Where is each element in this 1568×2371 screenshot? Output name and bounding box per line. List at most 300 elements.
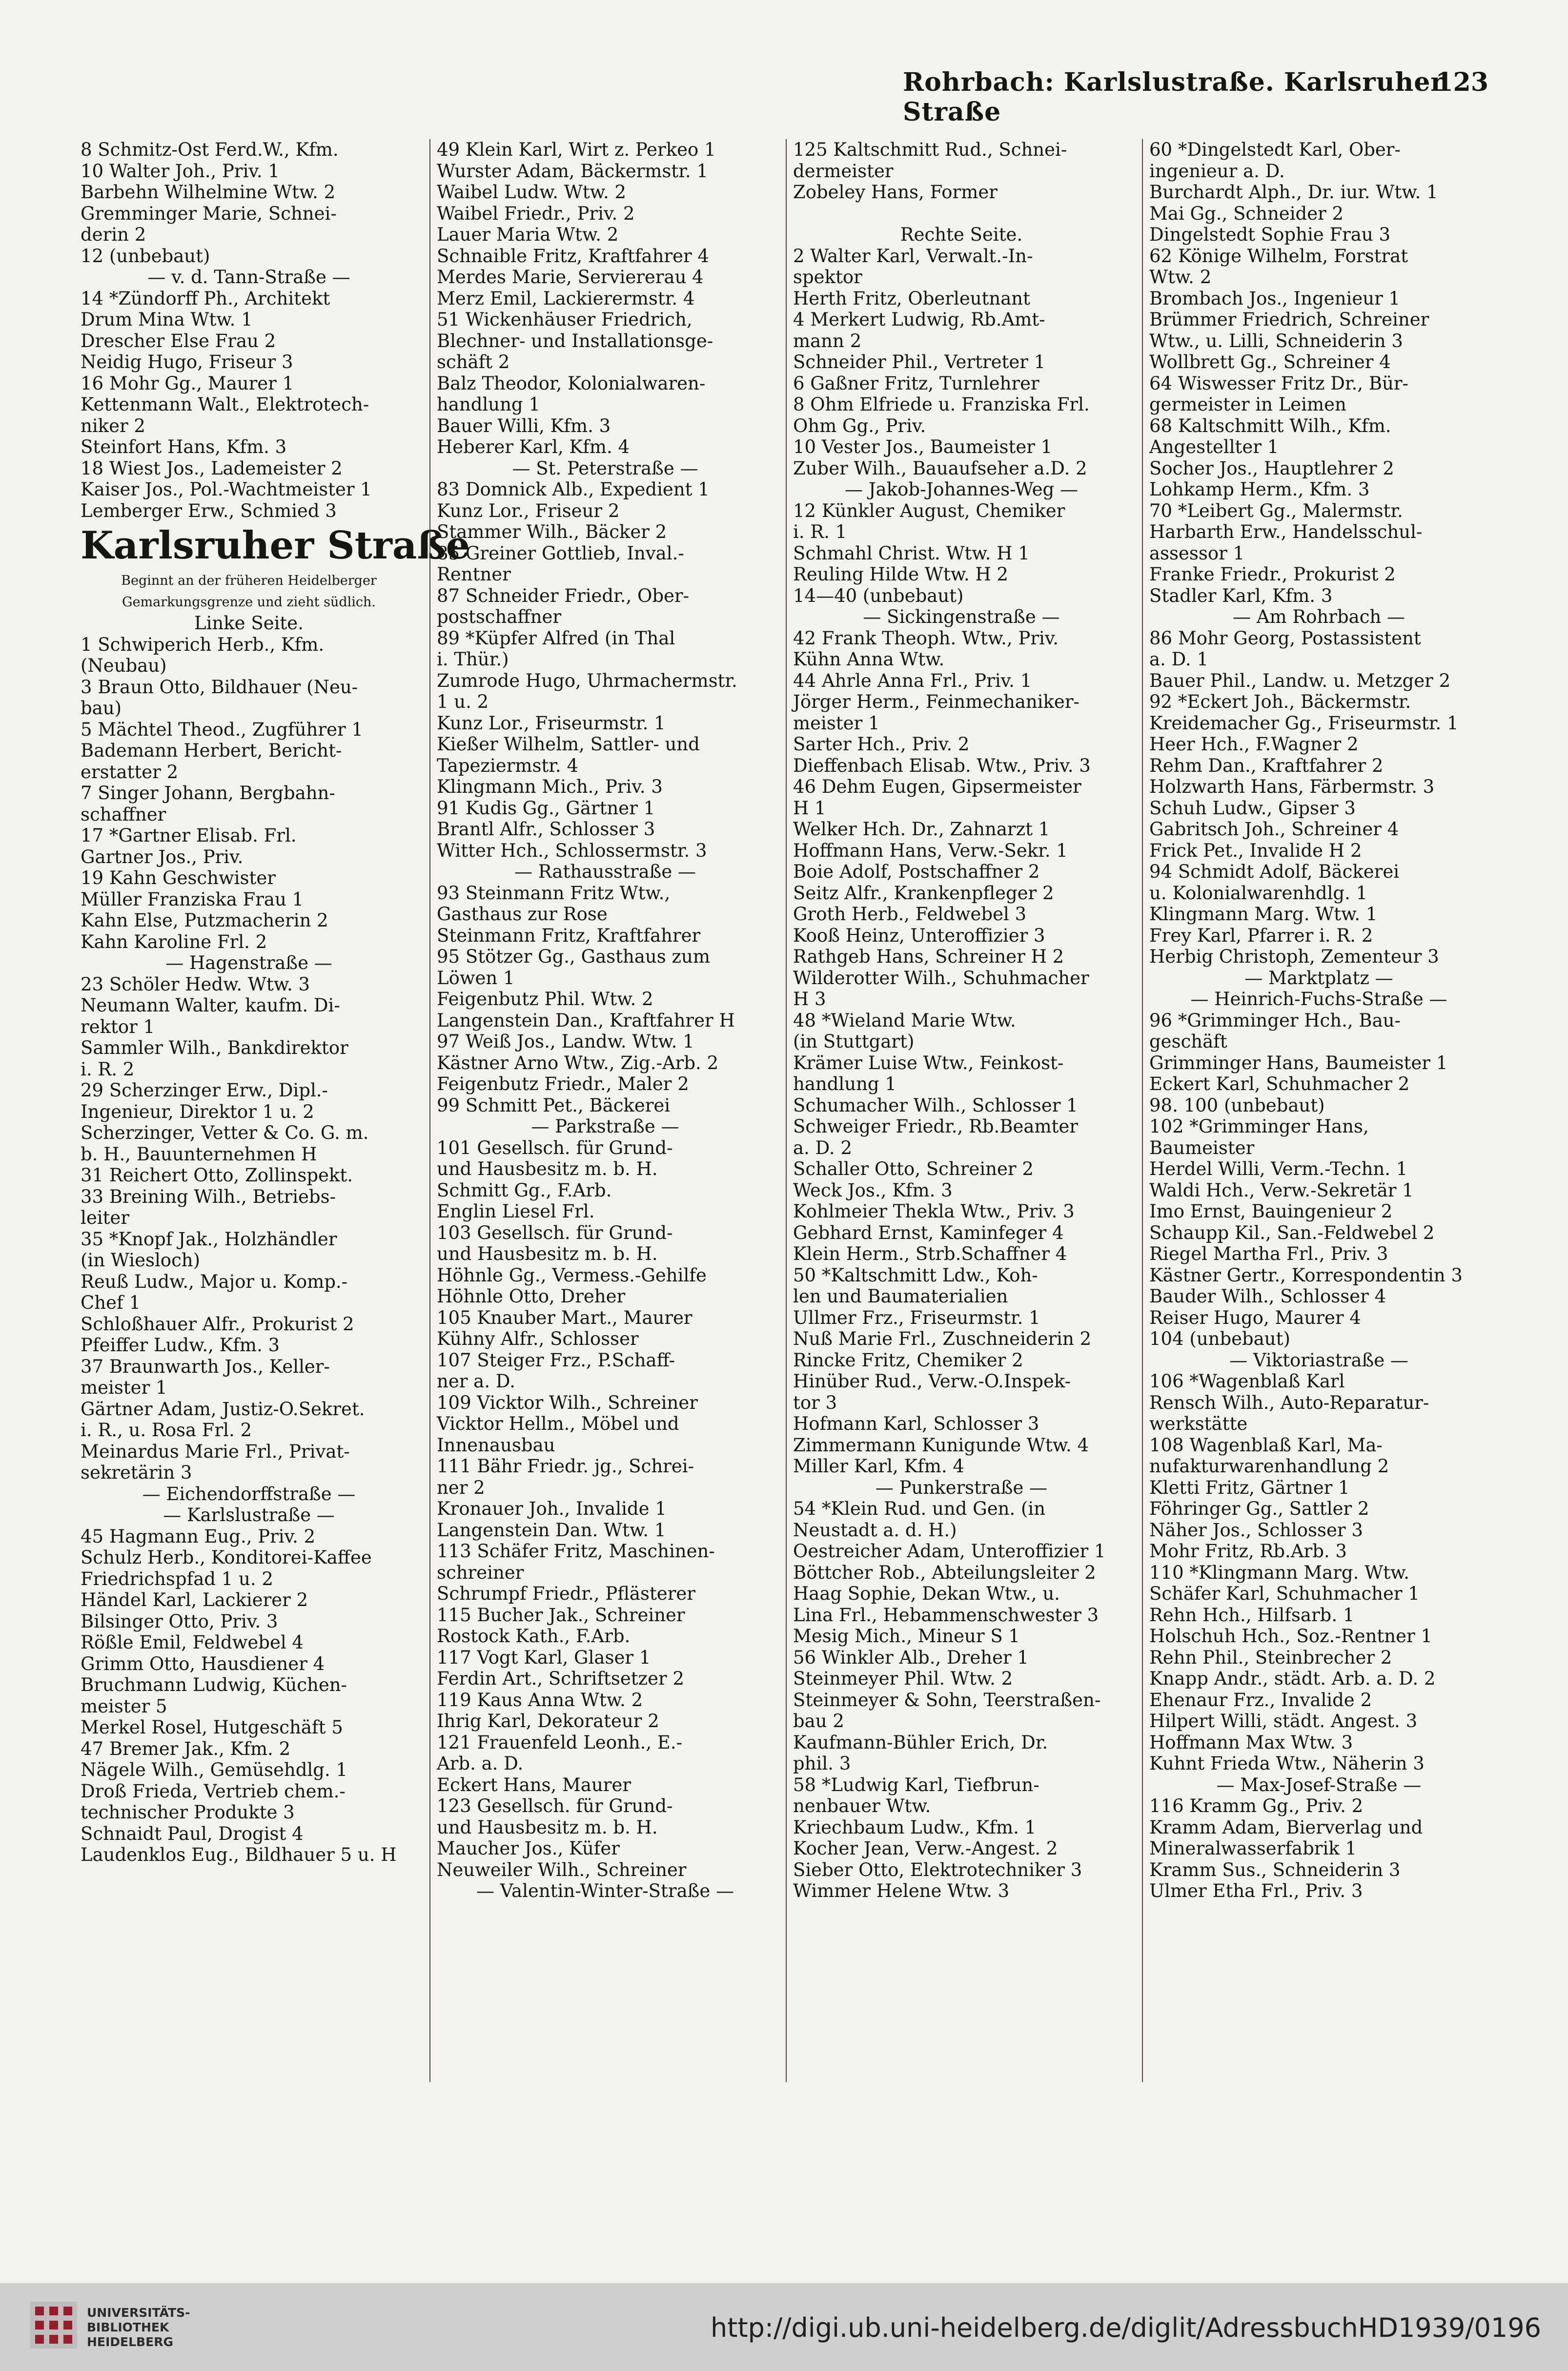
directory-line: Innenausbau	[437, 1434, 555, 1456]
directory-line: — Rathausstraße —	[514, 861, 696, 882]
directory-line: Kooß Heinz, Unteroffizier 3	[793, 925, 1045, 946]
directory-line: Ingenieur, Direktor 1 u. 2	[81, 1101, 314, 1122]
directory-line: 117 Vogt Karl, Glaser 1	[437, 1647, 651, 1668]
directory-line: Wtw. 2	[1149, 267, 1212, 288]
directory-line: 23 Schöler Hedw. Wtw. 3	[81, 973, 310, 995]
directory-line: Maucher Jos., Küfer	[437, 1838, 620, 1859]
directory-line: 6 Gaßner Fritz, Turnlehrer	[793, 372, 1039, 394]
directory-line: H 3	[793, 989, 826, 1010]
directory-line: Blechner- und Installationsge-	[437, 330, 713, 351]
directory-line: Kahn Else, Putzmacherin 2	[81, 910, 328, 931]
directory-line: phil. 3	[793, 1753, 851, 1774]
directory-line: Kriechbaum Ludw., Kfm. 1	[793, 1816, 1037, 1838]
directory-line: Steinfort Hans, Kfm. 3	[81, 436, 287, 457]
directory-line: Müller Franziska Frau 1	[81, 888, 304, 910]
directory-line: 8 Ohm Elfriede u. Franziska Frl.	[793, 394, 1090, 415]
directory-line: Böttcher Rob., Abteilungsleiter 2	[793, 1562, 1096, 1583]
directory-line: — Viktoriastraße —	[1229, 1349, 1408, 1371]
directory-line: bau)	[81, 698, 122, 719]
directory-line: Ohm Gg., Priv.	[793, 415, 926, 436]
directory-line: Lemberger Erw., Schmied 3	[81, 500, 337, 521]
directory-line: Schmahl Christ. Wtw. H 1	[793, 542, 1030, 564]
directory-line: 7 Singer Johann, Bergbahn-	[81, 783, 335, 804]
directory-line: Miller Karl, Kfm. 4	[793, 1456, 964, 1477]
directory-line: Mohr Fritz, Rb.Arb. 3	[1149, 1541, 1347, 1562]
directory-line: Schaupp Kil., San.-Feldwebel 2	[1149, 1222, 1435, 1243]
directory-line: a. D. 2	[793, 1137, 852, 1158]
directory-line: 49 Klein Karl, Wirt z. Perkeo 1	[437, 139, 716, 160]
directory-line: Arb. a. D.	[437, 1753, 524, 1774]
directory-line: Balz Theodor, Kolonialwaren-	[437, 372, 706, 394]
directory-line: niker 2	[81, 415, 145, 436]
directory-line: 70 *Leibert Gg., Malermstr.	[1149, 500, 1403, 521]
directory-line: Hinüber Rud., Verw.-O.Inspek-	[793, 1371, 1071, 1392]
directory-line: Tapeziermstr. 4	[437, 755, 578, 776]
directory-line: Klingmann Mich., Priv. 3	[437, 776, 663, 797]
directory-line: Frey Karl, Pfarrer i. R. 2	[1149, 925, 1373, 946]
directory-line: 113 Schäfer Fritz, Maschinen-	[437, 1541, 715, 1562]
directory-line: — Hagenstraße —	[165, 952, 332, 973]
directory-line: Bauer Phil., Landw. u. Metzger 2	[1149, 670, 1451, 691]
directory-line: Kettenmann Walt., Elektrotech-	[81, 394, 369, 415]
directory-line: Meinardus Marie Frl., Privat-	[81, 1441, 350, 1462]
column-divider	[1142, 139, 1143, 2082]
directory-line: Wollbrett Gg., Schreiner 4	[1149, 351, 1391, 372]
directory-line: Schnaidt Paul, Drogist 4	[81, 1823, 304, 1844]
directory-line: Klingmann Marg. Wtw. 1	[1149, 904, 1378, 925]
directory-line: Hoffmann Max Wtw. 3	[1149, 1732, 1353, 1753]
directory-line: 50 *Kaltschmitt Ldw., Koh-	[793, 1264, 1038, 1286]
directory-line: mann 2	[793, 330, 862, 351]
directory-line: werkstätte	[1149, 1413, 1248, 1434]
directory-line: Hilpert Willi, städt. Angest. 3	[1149, 1711, 1418, 1732]
directory-line: Nägele Wilh., Gemüsehdlg. 1	[81, 1759, 348, 1780]
directory-line: i. Thür.)	[437, 649, 509, 670]
directory-line: Frick Pet., Invalide H 2	[1149, 840, 1362, 861]
directory-line: bau 2	[793, 1711, 844, 1732]
directory-line: 5 Mächtel Theod., Zugführer 1	[81, 719, 363, 740]
directory-line: 86 Mohr Georg, Postassistent	[1149, 627, 1421, 649]
directory-line: Merdes Marie, Serviererau 4	[437, 267, 704, 288]
directory-line: Feigenbutz Friedr., Maler 2	[437, 1073, 689, 1094]
directory-line: handlung 1	[793, 1073, 896, 1094]
directory-line: Baumeister	[1149, 1137, 1255, 1158]
directory-line: Chef 1	[81, 1292, 141, 1313]
directory-line: Feigenbutz Phil. Wtw. 2	[437, 989, 653, 1010]
directory-line: — Sickingenstraße —	[863, 606, 1060, 627]
directory-line: Schulz Herb., Konditorei-Kaffee	[81, 1547, 372, 1568]
directory-line: — Valentin-Winter-Straße —	[476, 1880, 734, 1901]
directory-line: — Karlslustraße —	[163, 1505, 335, 1526]
directory-line: Rensch Wilh., Auto-Reparatur-	[1149, 1392, 1429, 1413]
directory-line: Steinmann Fritz, Kraftfahrer	[437, 925, 701, 946]
directory-line: 4 Merkert Ludwig, Rb.Amt-	[793, 309, 1045, 330]
directory-line: 68 Kaltschmitt Wilh., Kfm.	[1149, 415, 1391, 436]
directory-line: ingenieur a. D.	[1149, 160, 1285, 182]
directory-line: Brümmer Friedrich, Schreiner	[1149, 309, 1429, 330]
directory-line: Neustadt a. d. H.)	[793, 1519, 957, 1541]
directory-line: Reiser Hugo, Maurer 4	[1149, 1307, 1361, 1328]
directory-line: (in Stuttgart)	[793, 1031, 915, 1052]
directory-line: 56 Winkler Alb., Dreher 1	[793, 1647, 1029, 1668]
directory-line: Droß Frieda, Vertrieb chem.-	[81, 1780, 346, 1802]
directory-line: 51 Wickenhäuser Friedrich,	[437, 309, 692, 330]
directory-line: postschaffner	[437, 606, 562, 627]
directory-line: Wilderotter Wilh., Schuhmacher	[793, 967, 1089, 989]
directory-line: Sarter Hch., Priv. 2	[793, 734, 970, 755]
directory-line: i. R. 1	[793, 521, 847, 542]
directory-line: 95 Stötzer Gg., Gasthaus zum	[437, 946, 710, 967]
institution-line: UNIVERSITÄTS-	[87, 2306, 190, 2320]
directory-line: 102 *Grimminger Hans,	[1149, 1116, 1369, 1137]
directory-line: 96 *Grimminger Hch., Bau-	[1149, 1010, 1401, 1031]
directory-line: Nuß Marie Frl., Zuschneiderin 2	[793, 1328, 1092, 1349]
directory-line: meister 1	[81, 1377, 167, 1398]
directory-line: Zumrode Hugo, Uhrmachermstr.	[437, 670, 737, 691]
directory-line: Mesig Mich., Mineur S 1	[793, 1626, 1020, 1647]
directory-line: germeister in Leimen	[1149, 394, 1346, 415]
directory-line: — Am Rohrbach —	[1232, 606, 1405, 627]
directory-line: Gebhard Ernst, Kaminfeger 4	[793, 1222, 1064, 1243]
directory-line: 83 Domnick Alb., Expedient 1	[437, 479, 710, 500]
institution-line: HEIDELBERG	[87, 2335, 173, 2349]
directory-line: 17 *Gartner Elisab. Frl.	[81, 825, 297, 846]
directory-line: Stammer Wilh., Bäcker 2	[437, 521, 667, 542]
directory-line: Drum Mina Wtw. 1	[81, 309, 253, 330]
directory-line: Zimmermann Kunigunde Wtw. 4	[793, 1434, 1089, 1456]
directory-line: — Marktplatz —	[1244, 967, 1393, 989]
directory-line: meister 1	[793, 712, 880, 734]
directory-line: Lauer Maria Wtw. 2	[437, 224, 619, 245]
directory-line: Merz Emil, Lackierermstr. 4	[437, 288, 695, 309]
directory-line: Sammler Wilh., Bankdirektor	[81, 1037, 348, 1058]
directory-line: 91 Kudis Gg., Gärtner 1	[437, 797, 655, 819]
directory-line: 45 Hagmann Eug., Priv. 2	[81, 1526, 316, 1547]
directory-line: 98. 100 (unbebaut)	[1149, 1094, 1325, 1116]
footer-bar	[0, 2283, 1568, 2371]
directory-line: 101 Gesellsch. für Grund-	[437, 1137, 673, 1158]
directory-line: Heer Hch., F.Wagner 2	[1149, 734, 1359, 755]
directory-line: Schneider Phil., Vertreter 1	[793, 351, 1046, 372]
directory-line: Hoffmann Hans, Verw.-Sekr. 1	[793, 840, 1068, 861]
directory-line: 44 Ahrle Anna Frl., Priv. 1	[793, 670, 1032, 691]
directory-line: 106 *Wagenblaß Karl	[1149, 1371, 1345, 1392]
directory-line: 125 Kaltschmitt Rud., Schnei-	[793, 139, 1067, 160]
directory-line: 93 Steinmann Fritz Wtw.,	[437, 882, 671, 904]
directory-line: Kocher Jean, Verw.-Angest. 2	[793, 1838, 1058, 1859]
directory-line: — Parkstraße —	[531, 1116, 679, 1137]
directory-line: 87 Schneider Friedr., Ober-	[437, 585, 690, 606]
directory-line: nufakturwarenhandlung 2	[1149, 1456, 1389, 1477]
directory-line: Seitz Alfr., Krankenpfleger 2	[793, 882, 1054, 904]
directory-line: Merkel Rosel, Hutgeschäft 5	[81, 1717, 343, 1738]
directory-line: 47 Bremer Jak., Kfm. 2	[81, 1738, 291, 1759]
directory-line: Schweiger Friedr., Rb.Beamter	[793, 1116, 1078, 1137]
directory-line: 85 Greiner Gottlieb, Inval.-	[437, 542, 684, 564]
directory-line: — Eichendorffstraße —	[142, 1483, 356, 1505]
directory-line: 121 Frauenfeld Leonh., E.-	[437, 1732, 683, 1753]
directory-line: Friedrichspfad 1 u. 2	[81, 1568, 273, 1589]
directory-line: schäft 2	[437, 351, 510, 372]
directory-line: Rathgeb Hans, Schreiner H 2	[793, 946, 1064, 967]
directory-line: (Neubau)	[81, 655, 167, 676]
directory-line: Kahn Karoline Frl. 2	[81, 931, 267, 952]
directory-line: tor 3	[793, 1392, 837, 1413]
directory-line: Rostock Kath., F.Arb.	[437, 1626, 631, 1647]
directory-line: Kronauer Joh., Invalide 1	[437, 1498, 667, 1519]
directory-line: Herth Fritz, Oberleutnant	[793, 288, 1031, 309]
directory-line: Schumacher Wilh., Schlosser 1	[793, 1094, 1078, 1116]
university-library-logo-icon	[30, 2302, 77, 2349]
directory-line: Englin Liesel Frl.	[437, 1201, 595, 1222]
directory-line: Witter Hch., Schlossermstr. 3	[437, 840, 707, 861]
directory-line: Jörger Herm., Feinmechaniker-	[793, 691, 1080, 712]
directory-line: Weck Jos., Kfm. 3	[793, 1179, 953, 1201]
directory-line: a. D. 1	[1149, 649, 1208, 670]
directory-line: Höhnle Gg., Vermess.-Gehilfe	[437, 1264, 707, 1286]
directory-line: len und Baumaterialien	[793, 1286, 1008, 1307]
directory-line: 46 Dehm Eugen, Gipsermeister	[793, 776, 1081, 797]
directory-line: 14 *Zündorff Ph., Architekt	[81, 288, 330, 309]
directory-line: Waldi Hch., Verw.-Sekretär 1	[1149, 1179, 1414, 1201]
directory-line: Herdel Willi, Verm.-Techn. 1	[1149, 1158, 1408, 1179]
directory-line: Reuß Ludw., Major u. Komp.-	[81, 1271, 348, 1292]
column-divider	[786, 139, 787, 2082]
directory-line: 64 Wiswesser Fritz Dr., Bür-	[1149, 372, 1409, 394]
directory-line: Rentner	[437, 564, 511, 585]
directory-line: nenbauer Wtw.	[793, 1795, 931, 1816]
directory-line: Kuhnt Frieda Wtw., Näherin 3	[1149, 1753, 1425, 1774]
directory-line: 10 Vester Jos., Baumeister 1	[793, 436, 1053, 457]
directory-line: 37 Braunwarth Jos., Keller-	[81, 1356, 330, 1377]
directory-line: Burchardt Alph., Dr. iur. Wtw. 1	[1149, 182, 1438, 203]
directory-line: — Punkerstraße —	[875, 1477, 1048, 1498]
directory-line: Eckert Karl, Schuhmacher 2	[1149, 1073, 1410, 1094]
directory-line: 105 Knauber Mart., Maurer	[437, 1307, 692, 1328]
directory-line: 123 Gesellsch. für Grund-	[437, 1795, 673, 1816]
directory-line: 8 Schmitz-Ost Ferd.W., Kfm.	[81, 139, 339, 160]
directory-line: Zuber Wilh., Bauaufseher a.D. 2	[793, 457, 1087, 479]
directory-line: b. H., Bauunternehmen H	[81, 1143, 317, 1165]
directory-line: Bauder Wilh., Schlosser 4	[1149, 1286, 1386, 1307]
directory-line: 58 *Ludwig Karl, Tiefbrun-	[793, 1774, 1039, 1795]
directory-line: 35 *Knopf Jak., Holzhändler	[81, 1228, 337, 1250]
directory-line: Neidig Hugo, Friseur 3	[81, 351, 293, 372]
directory-line: Ullmer Frz., Friseurmstr. 1	[793, 1307, 1040, 1328]
directory-line: Brantl Alfr., Schlosser 3	[437, 819, 655, 840]
directory-line: Stadler Karl, Kfm. 3	[1149, 585, 1333, 606]
directory-line: Oestreicher Adam, Unteroffizier 1	[793, 1541, 1106, 1562]
directory-line: Neumann Walter, kaufm. Di-	[81, 995, 340, 1016]
directory-line: Riegel Martha Frl., Priv. 3	[1149, 1243, 1388, 1264]
directory-line: — Heinrich-Fuchs-Straße —	[1190, 989, 1447, 1010]
directory-line: Hofmann Karl, Schlosser 3	[793, 1413, 1039, 1434]
directory-line: Kühny Alfr., Schlosser	[437, 1328, 639, 1349]
directory-line: (in Wiesloch)	[81, 1250, 201, 1271]
directory-line: i. R. 2	[81, 1058, 135, 1080]
directory-line: Näher Jos., Schlosser 3	[1149, 1519, 1363, 1541]
directory-line: dermeister	[793, 160, 894, 182]
directory-line: Rehn Phil., Steinbrecher 2	[1149, 1647, 1392, 1668]
directory-line: Krämer Luise Wtw., Feinkost-	[793, 1052, 1064, 1073]
directory-line: Gartner Jos., Priv.	[81, 846, 244, 867]
directory-line: Holzwarth Hans, Färbermstr. 3	[1149, 776, 1435, 797]
directory-column-4	[1149, 139, 1488, 2092]
directory-line: Beginnt an der früheren Heidelberger	[121, 573, 377, 588]
directory-line: Kunz Lor., Friseurmstr. 1	[437, 712, 666, 734]
directory-line: 104 (unbebaut)	[1149, 1328, 1290, 1349]
directory-line: Laudenklos Eug., Bildhauer 5 u. H	[81, 1844, 397, 1865]
directory-line: 3 Braun Otto, Bildhauer (Neu-	[81, 676, 358, 698]
directory-line: — v. d. Tann-Straße —	[147, 267, 350, 288]
directory-line: assessor 1	[1149, 542, 1245, 564]
directory-line: Harbarth Erw., Handelsschul-	[1149, 521, 1423, 542]
directory-line: Reuling Hilde Wtw. H 2	[793, 564, 1009, 585]
directory-line: schreiner	[437, 1562, 524, 1583]
source-url-link[interactable]: http://digi.ub.uni-heidelberg.de/diglit/AdressbuchHD1939/0196	[711, 2312, 1541, 2343]
directory-line: — Max-Josef-Straße —	[1216, 1774, 1422, 1795]
directory-line: 107 Steiger Frz., P.Schaff-	[437, 1349, 675, 1371]
directory-line: Kaiser Jos., Pol.-Wachtmeister 1	[81, 479, 372, 500]
directory-line: 14—40 (unbebaut)	[793, 585, 964, 606]
directory-line: Kramm Sus., Schneiderin 3	[1149, 1859, 1401, 1880]
directory-line: Schäfer Karl, Schuhmacher 1	[1149, 1583, 1420, 1604]
directory-line: Brombach Jos., Ingenieur 1	[1149, 288, 1401, 309]
directory-line: Haag Sophie, Dekan Wtw., u.	[793, 1583, 1060, 1604]
directory-line: Kletti Fritz, Gärtner 1	[1149, 1477, 1350, 1498]
directory-line: Bauer Willi, Kfm. 3	[437, 415, 611, 436]
directory-line: Gemarkungsgrenze und zieht südlich.	[122, 594, 376, 610]
directory-line: 103 Gesellsch. für Grund-	[437, 1222, 673, 1243]
directory-line: Lina Frl., Hebammenschwester 3	[793, 1604, 1099, 1626]
directory-line: Langenstein Dan., Kraftfahrer H	[437, 1010, 735, 1031]
directory-line: Socher Jos., Hauptlehrer 2	[1149, 457, 1394, 479]
directory-line: 62 Könige Wilhelm, Forstrat	[1149, 245, 1408, 267]
directory-line: 54 *Klein Rud. und Gen. (in	[793, 1498, 1046, 1519]
directory-line: 97 Weiß Jos., Landw. Wtw. 1	[437, 1031, 694, 1052]
directory-line: derin 2	[81, 224, 146, 245]
directory-line: H 1	[793, 797, 826, 819]
directory-line: Gabritsch Joh., Schreiner 4	[1149, 819, 1399, 840]
directory-line: Kohlmeier Thekla Wtw., Priv. 3	[793, 1201, 1075, 1222]
directory-line: 10 Walter Joh., Priv. 1	[81, 160, 280, 182]
directory-line: schaffner	[81, 804, 166, 825]
directory-line: 31 Reichert Otto, Zollinspekt.	[81, 1165, 353, 1186]
directory-line: — Jakob-Johannes-Weg —	[845, 479, 1078, 500]
directory-line: Lohkamp Herm., Kfm. 3	[1149, 479, 1370, 500]
directory-line	[793, 203, 1130, 225]
directory-line: meister 5	[81, 1695, 167, 1717]
directory-line: Rincke Fritz, Chemiker 2	[793, 1349, 1023, 1371]
directory-line: Kaufmann-Bühler Erich, Dr.	[793, 1732, 1048, 1753]
directory-line: technischer Produkte 3	[81, 1802, 295, 1823]
directory-line: Gärtner Adam, Justiz-O.Sekret.	[81, 1398, 365, 1420]
directory-line: und Hausbesitz m. b. H.	[437, 1816, 658, 1838]
directory-line: Heberer Karl, Kfm. 4	[437, 436, 630, 457]
directory-line: 42 Frank Theoph. Wtw., Priv.	[793, 627, 1059, 649]
directory-line: Schaller Otto, Schreiner 2	[793, 1158, 1034, 1179]
directory-line: Rehm Dan., Kraftfahrer 2	[1149, 755, 1384, 776]
directory-line: Dingelstedt Sophie Frau 3	[1149, 224, 1390, 245]
directory-line: Bademann Herbert, Bericht-	[81, 740, 342, 761]
directory-line: Schrumpf Friedr., Pflästerer	[437, 1583, 695, 1604]
directory-line: Welker Hch. Dr., Zahnarzt 1	[793, 819, 1050, 840]
directory-line: Sieber Otto, Elektrotechniker 3	[793, 1859, 1082, 1880]
directory-line: Rößle Emil, Feldwebel 4	[81, 1632, 304, 1653]
directory-line: Knapp Andr., städt. Arb. a. D. 2	[1149, 1668, 1436, 1689]
directory-line: 12 (unbebaut)	[81, 245, 210, 267]
directory-line: Steinmeyer Phil. Wtw. 2	[793, 1668, 1013, 1689]
directory-line: Ulmer Etha Frl., Priv. 3	[1149, 1880, 1363, 1901]
directory-line: rektor 1	[81, 1016, 155, 1037]
institution-name	[87, 2306, 190, 2350]
directory-line: Linke Seite.	[194, 613, 304, 634]
directory-line: 116 Kramm Gg., Priv. 2	[1149, 1795, 1364, 1816]
directory-line: Ehenaur Frz., Invalide 2	[1149, 1689, 1372, 1711]
directory-line: Vicktor Hellm., Möbel und	[437, 1413, 679, 1434]
directory-line: 1 u. 2	[437, 691, 489, 712]
directory-line: Groth Herb., Feldwebel 3	[793, 904, 1027, 925]
directory-line: 119 Kaus Anna Wtw. 2	[437, 1689, 643, 1711]
directory-line: ner a. D.	[437, 1371, 515, 1392]
directory-column-2	[437, 139, 774, 2092]
directory-line: 29 Scherzinger Erw., Dipl.-	[81, 1080, 328, 1101]
directory-line: 99 Schmitt Pet., Bäckerei	[437, 1094, 671, 1116]
directory-line: Imo Ernst, Bauingenieur 2	[1149, 1201, 1393, 1222]
directory-line: Schuh Ludw., Gipser 3	[1149, 797, 1356, 819]
directory-line: Händel Karl, Lackierer 2	[81, 1589, 308, 1610]
directory-line: Klein Herm., Strb.Schaffner 4	[793, 1243, 1067, 1264]
directory-line: und Hausbesitz m. b. H.	[437, 1158, 658, 1179]
directory-line: Franke Friedr., Prokurist 2	[1149, 564, 1396, 585]
directory-line: Scherzinger, Vetter & Co. G. m.	[81, 1122, 369, 1143]
directory-line: Drescher Else Frau 2	[81, 330, 276, 351]
directory-line: Angestellter 1	[1149, 436, 1279, 457]
directory-line: 111 Bähr Friedr. jg., Schrei-	[437, 1456, 694, 1477]
directory-line: 89 *Küpfer Alfred (in Thal	[437, 627, 675, 649]
directory-line: Holschuh Hch., Soz.-Rentner 1	[1149, 1626, 1432, 1647]
directory-line: Ferdin Art., Schriftsetzer 2	[437, 1668, 685, 1689]
directory-line: Eckert Hans, Maurer	[437, 1774, 631, 1795]
directory-line: Kießer Wilhelm, Sattler- und	[437, 734, 700, 755]
directory-line: Gasthaus zur Rose	[437, 904, 608, 925]
directory-line: Kramm Adam, Bierverlag und	[1149, 1816, 1423, 1838]
directory-line: geschäft	[1149, 1031, 1227, 1052]
directory-line: Mai Gg., Schneider 2	[1149, 203, 1344, 224]
directory-line: 115 Bucher Jak., Schreiner	[437, 1604, 685, 1626]
page-number: 123	[1435, 67, 1488, 97]
directory-line: 60 *Dingelstedt Karl, Ober-	[1149, 139, 1401, 160]
directory-line: Zobeley Hans, Former	[793, 182, 998, 203]
directory-line: Herbig Christoph, Zementeur 3	[1149, 946, 1439, 967]
directory-line: Wtw., u. Lilli, Schneiderin 3	[1149, 330, 1403, 351]
directory-line: 33 Breining Wilh., Betriebs-	[81, 1186, 336, 1207]
directory-line: Rehn Hch., Hilfsarb. 1	[1149, 1604, 1355, 1626]
directory-line: Mineralwasserfabrik 1	[1149, 1838, 1357, 1859]
directory-line: leiter	[81, 1207, 130, 1228]
directory-line: 109 Vicktor Wilh., Schreiner	[437, 1392, 698, 1413]
directory-line: sekretärin 3	[81, 1462, 192, 1483]
directory-line: Kästner Gertr., Korrespondentin 3	[1149, 1264, 1463, 1286]
directory-line: 110 *Klingmann Marg. Wtw.	[1149, 1562, 1410, 1583]
directory-line: Kühn Anna Wtw.	[793, 649, 945, 670]
directory-line: 94 Schmidt Adolf, Bäckerei	[1149, 861, 1400, 882]
directory-line: Schnaible Fritz, Kraftfahrer 4	[437, 245, 709, 267]
directory-line: erstatter 2	[81, 761, 179, 783]
directory-line: 92 *Eckert Joh., Bäckermstr.	[1149, 691, 1411, 712]
directory-line: 108 Wagenblaß Karl, Ma-	[1149, 1434, 1383, 1456]
directory-line: 18 Wiest Jos., Lademeister 2	[81, 457, 343, 479]
